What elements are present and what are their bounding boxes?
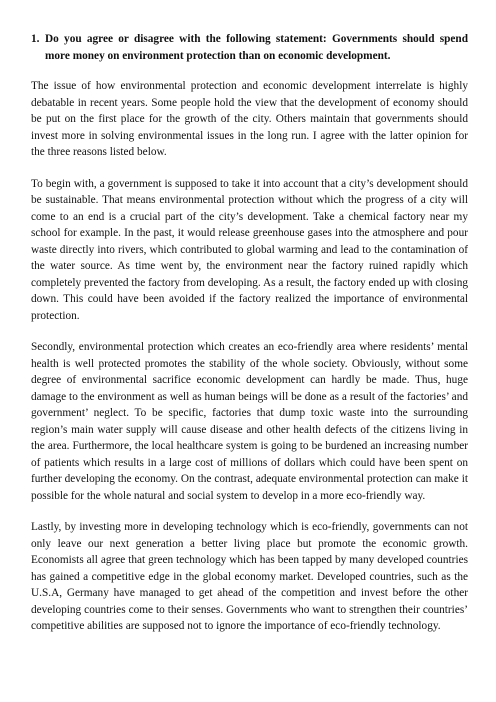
document-page: [31, 31, 468, 650]
question-text: Do you agree or disagree with the following statement: Governments should spend more money on environment protection than on economic development.: [45, 33, 468, 62]
paragraph-introduction: The issue of how environmental protection and economic development interrelate is highly debatable in recent years. Some people hold the view that the development of economy should be put on the first place for the growth of the city. Others maintain that governments should invest more in solving environmental issues in the long run. I agree with the latter opinion for the three reasons listed below.: [31, 80, 468, 158]
paragraph-second-reason: Secondly, environmental protection which creates an eco-friendly area where residents’ mental health is well protected promotes the stability of the whole society. Obviously, without some degree of environmental sacrifice economic development can hardly be made. Thus, huge damage to the environment as well as human beings will be done as a result of the factories’ and government’ neglect. To be specific, factories that dump toxic waste into the surrounding region’s main water supply will cause disease and other health defects of the citizens living in the area. Furthermore, the local healthcare system is going to be burdened an increasing number of patients which results in a large cost of millions of dollars which could have been spent on further developing the economy. On the contrast, adequate environmental protection can make it possible for the whole natural and social system to develop in a more eco-friendly way.: [31, 341, 468, 502]
paragraph-third-reason: Lastly, by investing more in developing technology which is eco-friendly, governments can not only leave our next generation a better living place but promote the economic growth. Economists all agree that green technology which has been tapped by many developed countries has gained a competitive edge in the global economy market. Developed countries, such as the U.S.A, Germany have managed to get ahead of the competition and invest before the other developing countries come to their senses. Governments who want to strengthen their countries’ competitive abilities are supposed not to ignore the importance of eco-friendly technology.: [31, 521, 468, 632]
question-number: 1.: [31, 33, 40, 45]
question-heading: [31, 31, 468, 64]
paragraph-first-reason: To begin with, a government is supposed to take it into account that a city’s development should be sustainable. That means environmental protection without which the progress of a city will come to an end is a crucial part of the city’s development. Take a chemical factory near my school for example. In the past, it would release greenhouse gases into the atmosphere and pour waste directly into rivers, which contributed to global warming and lead to the contamination of the water source. As time went by, the environment near the factory ruined rapidly which completely prevented the factory from developing. As a result, the factory ended up with closing down. This could have been avoided if the factory realized the importance of environmental protection.: [31, 177, 468, 322]
